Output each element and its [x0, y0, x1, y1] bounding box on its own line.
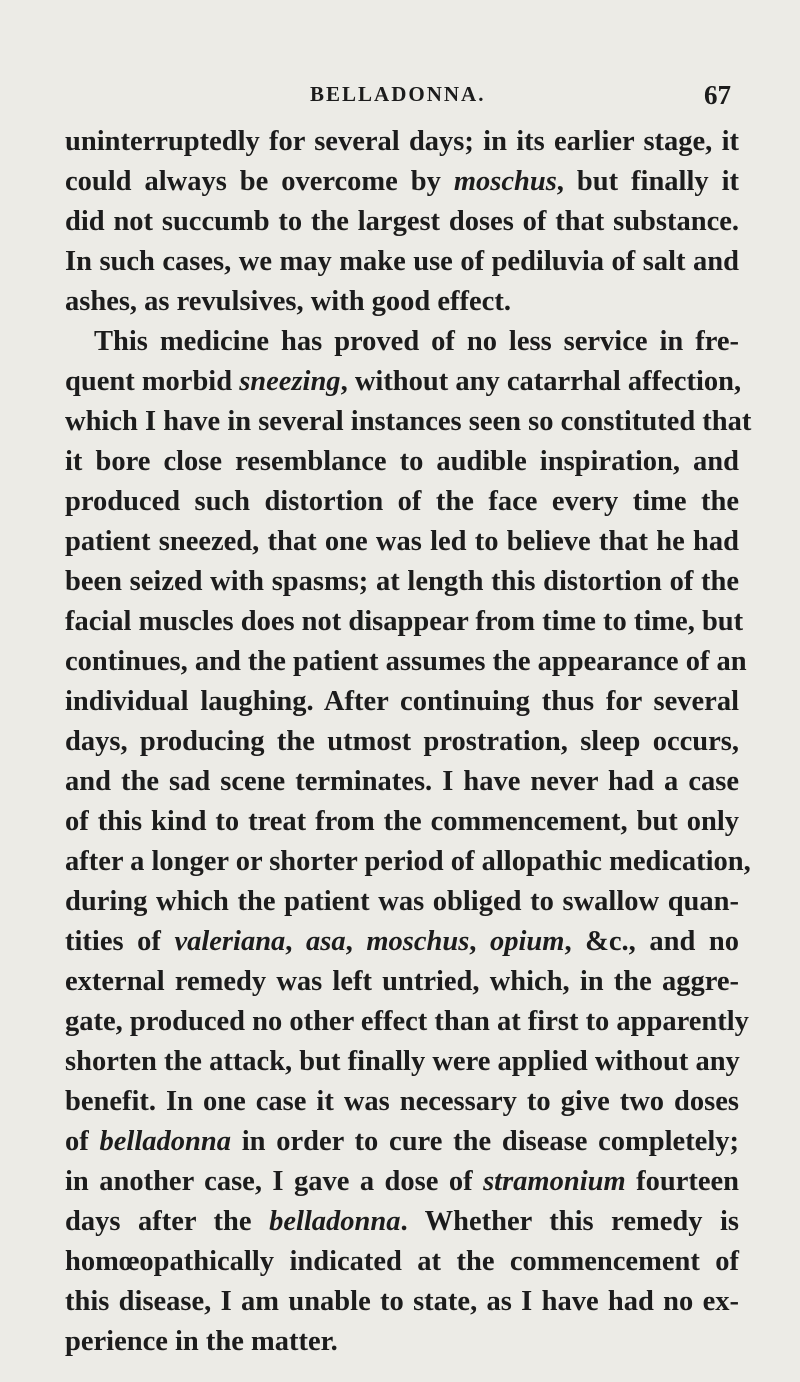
text-run: ,	[469, 926, 490, 957]
text-run: patient sneezed, that one was led to believe that he had	[65, 526, 739, 557]
text-line	[65, 762, 739, 802]
text-line	[65, 682, 739, 722]
text-run: ashes, as revulsives, with good effect.	[65, 286, 511, 317]
text-run: days after the	[65, 1206, 270, 1237]
text-run: , &c., and no	[564, 926, 740, 957]
text-run: ,	[285, 926, 307, 957]
italic-term: opium	[490, 926, 565, 957]
text-run: uninterruptedly for several days; in its earlier stage, it	[65, 126, 739, 157]
running-title: BELLADONNA.	[310, 82, 486, 106]
italic-term: asa	[306, 926, 346, 957]
text-line	[65, 1082, 739, 1122]
text-run: it bore close resemblance to audible inspiration, and	[65, 446, 739, 477]
text-line	[65, 1162, 739, 1202]
text-run: in another case, I gave a dose of	[65, 1166, 484, 1197]
text-run: fourteen	[625, 1166, 739, 1197]
text-run: which I have in several instances seen so constituted that	[65, 406, 752, 437]
text-run: homœopathically indicated at the commencement of	[65, 1246, 739, 1277]
text-run: this disease, I am unable to state, as I have had no ex-	[65, 1286, 739, 1317]
text-run: facial muscles does not disappear from time to time, but	[65, 606, 744, 637]
text-line	[65, 802, 739, 842]
text-run: tities of	[65, 926, 175, 957]
page-number: 67	[704, 80, 731, 110]
text-run: of	[65, 1126, 100, 1157]
text-line	[65, 1242, 739, 1282]
text-line	[65, 122, 739, 162]
italic-term: belladonna	[99, 1126, 231, 1157]
text-line	[65, 1122, 739, 1162]
text-run: and the sad scene terminates. I have never had a case	[65, 766, 739, 797]
italic-term: moschus	[453, 166, 557, 197]
text-run: , but finally it	[556, 166, 739, 197]
text-run: days, producing the utmost prostration, sleep occurs,	[65, 726, 739, 757]
text-run: did not succumb to the largest doses of that substance.	[65, 206, 739, 237]
text-run: . Whether this remedy is	[400, 1206, 740, 1237]
text-run: shorten the attack, but finally were applied without any	[65, 1046, 740, 1077]
text-run: been seized with spasms; at length this distortion of the	[65, 566, 739, 597]
text-line	[94, 322, 739, 362]
text-line	[65, 722, 739, 762]
text-run: produced such distortion of the face every time the	[65, 486, 739, 517]
text-line	[65, 962, 739, 1002]
text-line	[65, 1202, 739, 1242]
text-run: of this kind to treat from the commencement, but only	[65, 806, 739, 837]
italic-term: moschus	[366, 926, 470, 957]
italic-term: belladonna	[269, 1206, 401, 1237]
text-run: quent morbid	[65, 366, 240, 397]
text-line	[65, 842, 751, 882]
text-run: continues, and the patient assumes the appearance of an	[65, 646, 747, 677]
text-run: individual laughing. After continuing thus for several	[65, 686, 739, 717]
text-run: perience in the matter.	[65, 1326, 338, 1357]
text-line	[65, 282, 739, 322]
text-line	[65, 1002, 749, 1042]
text-run: could always be overcome by	[65, 166, 454, 197]
text-line	[65, 242, 739, 282]
text-run: This medicine has proved of no less service in fre-	[94, 326, 739, 357]
text-line	[65, 642, 747, 682]
text-run: external remedy was left untried, which, in the aggre-	[65, 966, 739, 997]
text-line	[65, 1322, 739, 1362]
text-line	[65, 482, 739, 522]
italic-term: valeriana	[174, 926, 286, 957]
text-run: , without any catarrhal affection,	[340, 366, 742, 397]
text-run: In such cases, we may make use of pediluvia of salt and	[65, 246, 739, 277]
text-run: during which the patient was obliged to swallow quan-	[65, 886, 739, 917]
italic-term: sneezing	[239, 366, 341, 397]
text-line	[65, 402, 752, 442]
text-line	[65, 602, 744, 642]
text-line	[65, 1042, 739, 1082]
text-run: gate, produced no other effect than at first to apparently	[65, 1006, 749, 1037]
text-line	[65, 562, 739, 602]
text-line	[65, 202, 739, 242]
text-line	[65, 522, 739, 562]
text-run: in order to cure the disease completely;	[230, 1126, 739, 1157]
text-line	[65, 362, 742, 402]
text-line	[65, 922, 739, 962]
text-run: after a longer or shorter period of allopathic medication,	[65, 846, 751, 877]
text-run: benefit. In one case it was necessary to give two doses	[65, 1086, 739, 1117]
text-line	[65, 1282, 739, 1322]
text-line	[65, 162, 739, 202]
text-line	[65, 442, 739, 482]
italic-term: stramonium	[483, 1166, 626, 1197]
text-run: ,	[345, 926, 367, 957]
text-line	[65, 882, 739, 922]
